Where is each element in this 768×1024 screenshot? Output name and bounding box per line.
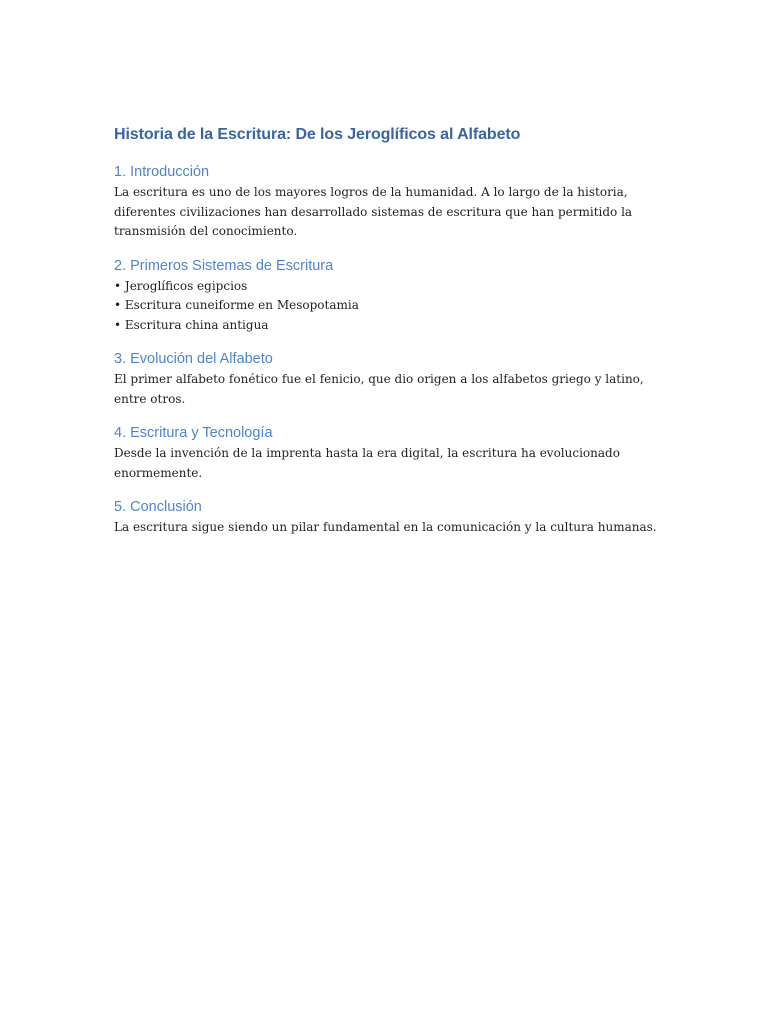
list-item: • Escritura china antigua bbox=[114, 317, 269, 332]
section-heading: 2. Primeros Sistemas de Escritura bbox=[114, 257, 334, 274]
bullet-list bbox=[114, 277, 674, 336]
section-escritura-tecnologia bbox=[114, 423, 674, 483]
section-paragraph: La escritura sigue siendo un pilar fundamental en la comunicación y la cultura humanas. bbox=[114, 520, 657, 534]
section-conclusion bbox=[114, 497, 674, 538]
section-introduccion bbox=[114, 162, 674, 242]
section-heading: 5. Conclusión bbox=[114, 499, 202, 515]
section-heading: 1. Introducción bbox=[114, 164, 210, 180]
list-item: • Escritura cuneiforme en Mesopotamia bbox=[114, 298, 359, 312]
document-page bbox=[114, 124, 674, 552]
section-paragraph: Desde la invención de la imprenta hasta la era digital, la escritura ha evolucionado enormemente. bbox=[114, 446, 620, 480]
section-paragraph: La escritura es uno de los mayores logros de la humanidad. A lo largo de la historia, diferentes civilizaciones han desarrollado sistemas de escritura que han permitido la transmisión del conocimiento. bbox=[114, 185, 633, 238]
section-evolucion-alfabeto bbox=[114, 349, 674, 409]
section-heading: 3. Evolución del Alfabeto bbox=[114, 351, 273, 367]
section-paragraph: El primer alfabeto fonético fue el fenicio, que dio origen a los alfabetos griego y latino, entre otros. bbox=[114, 372, 644, 406]
list-item: • Jeroglíficos egipcios bbox=[114, 278, 248, 293]
document-title: Historia de la Escritura: De los Jeroglíficos al Alfabeto bbox=[114, 126, 521, 143]
section-heading: 4. Escritura y Tecnología bbox=[114, 425, 273, 441]
section-primeros-sistemas bbox=[114, 256, 674, 336]
